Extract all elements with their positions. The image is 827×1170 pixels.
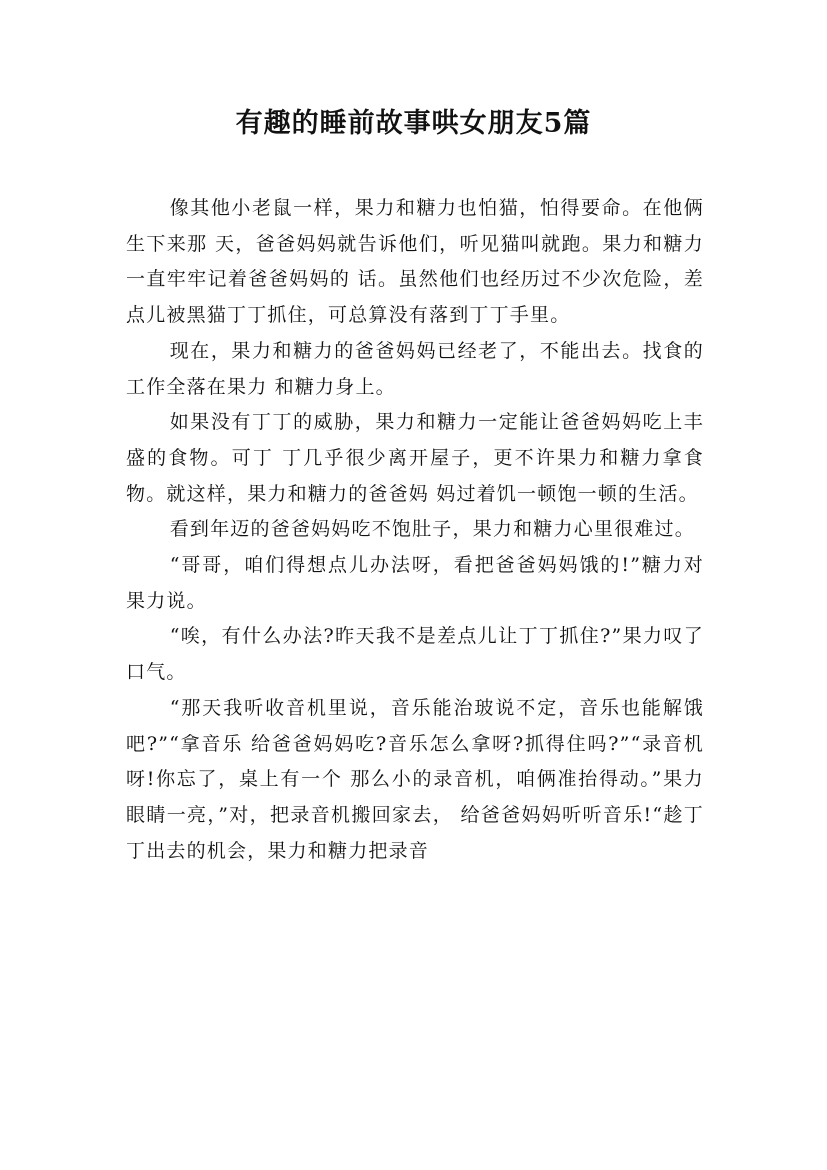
paragraph: 看到年迈的爸爸妈妈吃不饱肚子，果力和糖力心里很难过。 — [169, 518, 695, 541]
paragraph: 如果没有丁丁的威胁，果力和糖力一定能让爸爸妈妈吃上丰盛的食物。可丁 丁几乎很少离开屋子，更不许果力和糖力拿食物。就这样，果力和糖力的爸爸妈 妈过着饥一顿饱一顿的生活。 — [126, 411, 704, 505]
paragraph: “哥哥，咱们得想点儿办法呀，看把爸爸妈妈饿的!”糖力对果力说。 — [126, 554, 704, 612]
paragraph: “那天我听收音机里说，音乐能治玻说不定，音乐也能解饿吧?”“拿音乐 给爸爸妈妈吃?音乐怎么拿呀?抓得住吗?”“录音机呀!你忘了，桌上有一个 那么小的录音机，咱俩准抬得动。”果力眼睛一亮，”对，把录音机搬回家去， 给爸爸妈妈听听音乐!“趁丁丁出去的机会，果力和糖力把录音 — [126, 696, 704, 862]
paragraph: “唉，有什么办法?昨天我不是差点儿让丁丁抓住?”果力叹了口气。 — [126, 625, 704, 684]
document-title: 有趣的睡前故事哄女朋友5篇 — [235, 108, 592, 139]
paragraph: 现在，果力和糖力的爸爸妈妈已经老了，不能出去。找食的工作全落在果力 和糖力身上。 — [126, 339, 704, 398]
document-body — [126, 191, 704, 869]
paragraph: 像其他小老鼠一样，果力和糖力也怕猫，怕得要命。在他俩生下来那 天，爸爸妈妈就告诉他们，听见猫叫就跑。果力和糖力一直牢牢记着爸爸妈妈的 话。虽然他们也经历过不少次危险，差点儿被黑猫丁丁抓住，可总算没有落到丁丁手里。 — [126, 197, 704, 327]
